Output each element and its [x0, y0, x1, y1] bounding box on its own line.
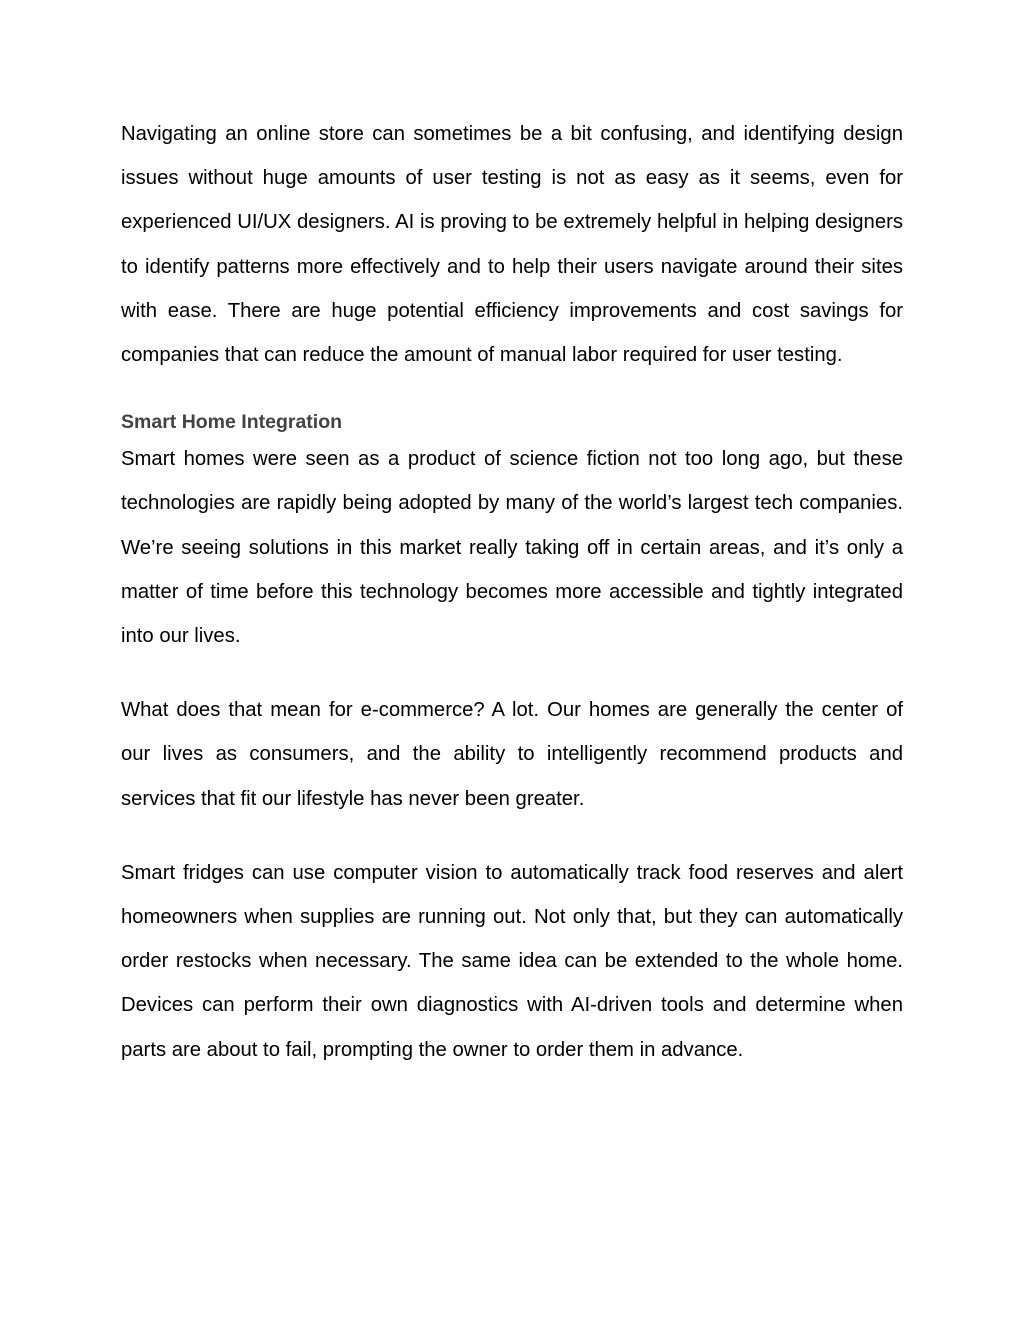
body-paragraph-2: What does that mean for e-commerce? A lot. Our homes are generally the center of our lives as consumers, and the ability to intelligently recommend products and services that fit our lifestyle has never been greater.	[121, 699, 903, 810]
intro-paragraph: Navigating an online store can sometimes be a bit confusing, and identifying design issues without huge amounts of user testing is not as easy as it seems, even for experienced UI/UX designers. AI is proving to be extremely helpful in helping designers to identify patterns more effectively and to help their users navigate around their sites with ease. There are huge potential efficiency improvements and cost savings for companies that can reduce the amount of manual labor required for user testing.	[121, 123, 903, 367]
section-heading: Smart Home Integration	[121, 411, 343, 434]
spacer	[121, 658, 903, 688]
document-body	[121, 112, 903, 1072]
body-paragraph-1: Smart homes were seen as a product of science fiction not too long ago, but these technologies are rapidly being adopted by many of the world’s largest tech companies. We’re seeing solutions in this market really taking off in certain areas, and it’s only a matter of time before this technology becomes more accessible and tightly integrated into our lives.	[121, 448, 903, 648]
spacer	[121, 821, 903, 851]
spacer	[121, 377, 903, 407]
body-paragraph-3: Smart fridges can use computer vision to automatically track food reserves and alert homeowners when supplies are running out. Not only that, but they can automatically order restocks when necessary. The same idea can be extended to the whole home. Devices can perform their own diagnostics with AI-driven tools and determine when parts are about to fail, prompting the owner to order them in advance.	[121, 861, 903, 1061]
